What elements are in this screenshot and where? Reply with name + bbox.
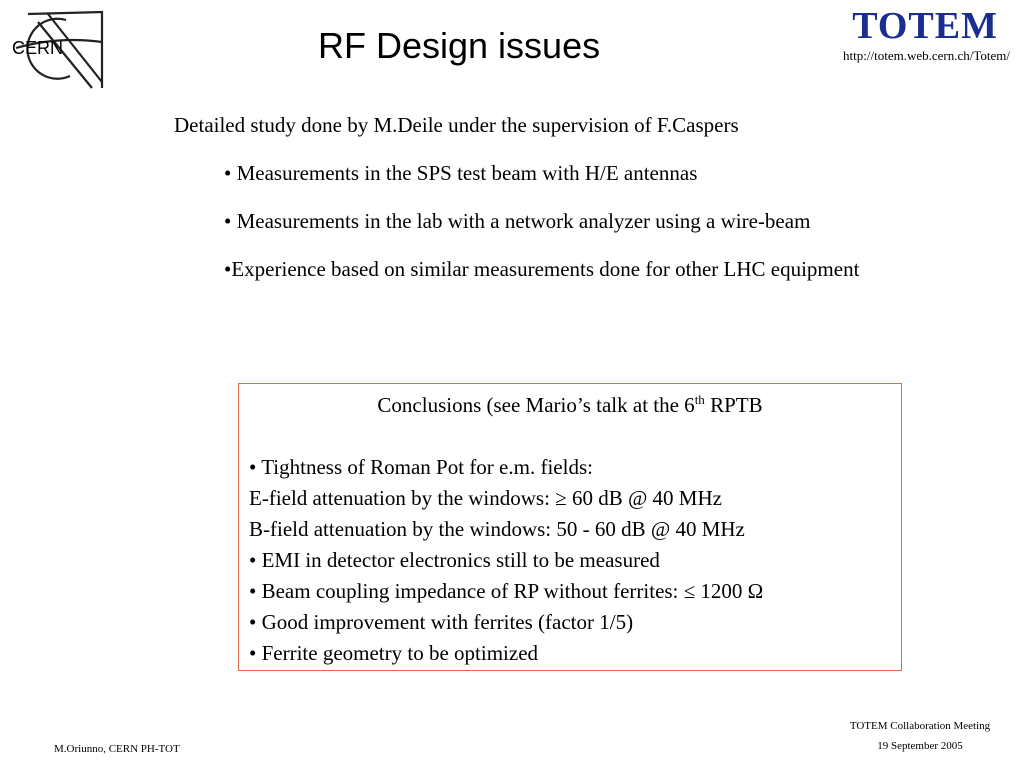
footer-meeting-info [840, 716, 1000, 756]
conclusion-line: • Good improvement with ferrites (factor 1/5) [249, 610, 634, 634]
bullet-item: • Measurements in the lab with a network analyzer using a wire-beam [224, 209, 811, 233]
cern-logo-text: CERN [12, 38, 64, 58]
conclusion-line: B-field attenuation by the windows: 50 - 60 dB @ 40 MHz [249, 517, 745, 541]
conclusions-box [238, 383, 902, 671]
conclusion-line: • Ferrite geometry to be optimized [249, 641, 539, 665]
cern-logo-graphic [8, 8, 106, 90]
totem-brand-logo: TOTEM [852, 5, 998, 47]
totem-url[interactable]: http://totem.web.cern.ch/Totem/ [843, 48, 1010, 63]
conclusions-heading-suffix: RPTB [704, 393, 763, 417]
bullet-list [224, 158, 904, 302]
spacer [249, 421, 891, 452]
conclusion-line: • Beam coupling impedance of RP without ferrites: ≤ 1200 Ω [249, 579, 764, 603]
footer-author: M.Oriunno, CERN PH-TOT [54, 743, 180, 755]
cern-logo [8, 8, 106, 90]
footer-meeting: TOTEM Collaboration Meeting [849, 720, 991, 732]
conclusions-heading [249, 390, 891, 421]
conclusions-heading-superscript: th [694, 392, 705, 407]
intro-text: Detailed study done by M.Deile under the supervision of F.Caspers [174, 113, 739, 137]
bullet-item: • Measurements in the SPS test beam with H/E antennas [224, 161, 698, 185]
slide-title: RF Design issues [318, 25, 601, 66]
footer-date: 19 September 2005 [877, 740, 963, 752]
conclusions-heading-prefix: Conclusions (see Mario’s talk at the 6 [377, 393, 695, 417]
conclusion-line: • Tightness of Roman Pot for e.m. fields: [249, 455, 593, 479]
bullet-item: •Experience based on similar measurements done for other LHC equipment [224, 257, 860, 281]
conclusion-line: • EMI in detector electronics still to be measured [249, 548, 660, 572]
conclusion-line: E-field attenuation by the windows: ≥ 60 dB @ 40 MHz [249, 486, 722, 510]
